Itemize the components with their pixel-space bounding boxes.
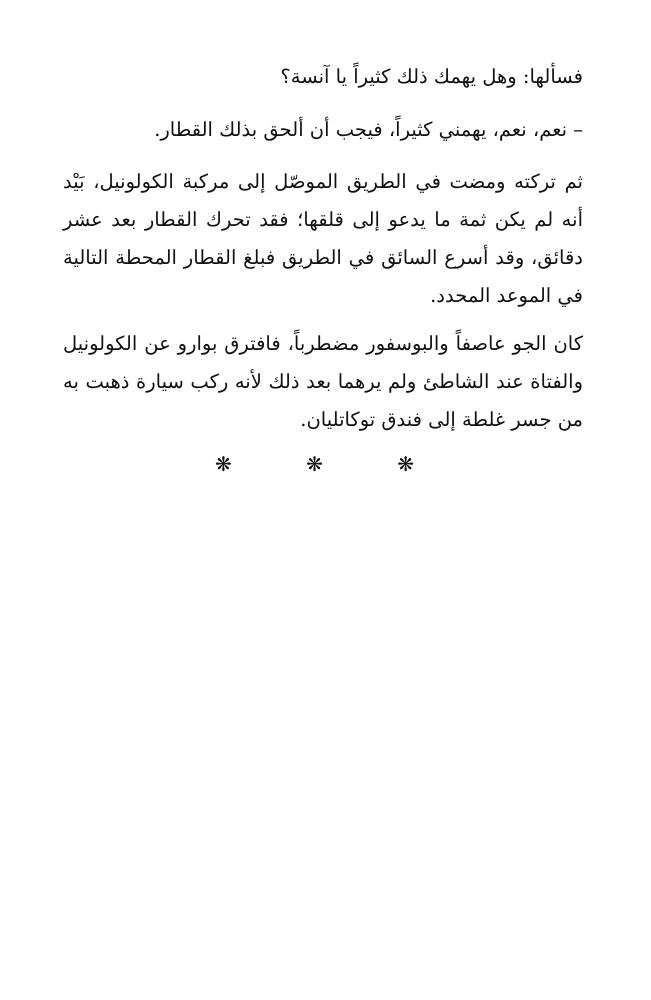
asterism-mark: ❋ <box>306 452 345 476</box>
paragraph-bosphorus: كان الجو عاصفاً والبوسفور مضطرباً، فافترق بوارو عن الكولونيل والفتاة عند الشاطئ ولم يرهما بعد ذلك لأنه ركب سيارة ذهبت به من جسر غلطة إلى فندق توكاتليان. <box>63 332 583 431</box>
asterism-mark: ❋ <box>214 452 254 476</box>
paragraph-question: فسألها: وهل يهمك ذلك كثيراً يا آنسة؟ <box>280 65 583 88</box>
asterism-mark: ❋ <box>397 452 436 476</box>
paragraph-train: ثم تركته ومضت في الطريق الموصّل إلى مركبة الكولونيل، بَيْد أنه لم يكن ثمة ما يدعو إلى قلقها؛ فقد تحرك القطار بعد عشر دقائق، وقد أسرع السائق في الطريق فبلغ القطار المحطة التالية في الموعد المحدد. <box>63 170 583 307</box>
paragraph-reply: – نعم، نعم، يهمني كثيراً، فيجب أن ألحق بذلك القطار. <box>154 118 583 141</box>
section-separator <box>0 452 651 476</box>
